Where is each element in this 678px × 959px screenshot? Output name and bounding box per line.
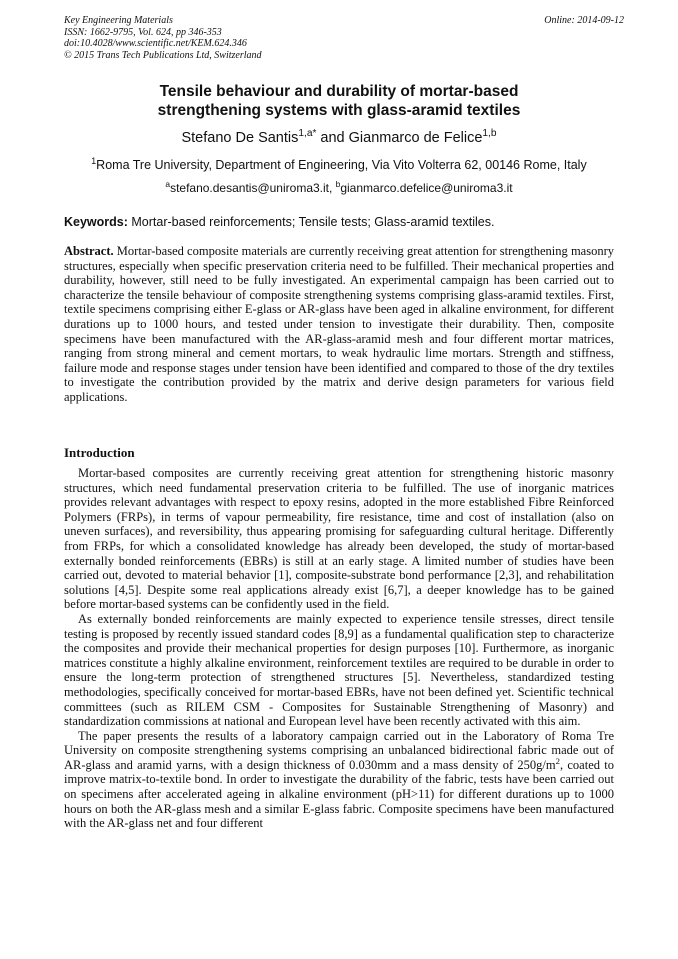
journal-issn: ISSN: 1662-9795, Vol. 624, pp 346-353 bbox=[64, 26, 222, 38]
abstract-text: Mortar-based composite materials are currently receiving great attention for strengthening masonry structures, especially when specific preservation criteria need to be fulfilled. Their mechanical properties and durability, however, still need to be fully investigated. An experimental campaign has been carried out to characterize the tensile behaviour of composite strengthening systems comprising glass-aramid textiles. First, textile specimens comprising either E-glass or AR-glass have been aged in alkaline environment, for different durations up to 1000 hours, and tested under tension to investigate their durability. Then, composite specimens have been manufactured with the AR-glass-aramid mesh and four different mortar matrices, ranging from strong mineral and cement mortars, to weak hydraulic lime mortars. Strength and stiffness, failure mode and response stages under tension have been identified and compared to those of the dry textiles to investigate the contribution provided by the matrix and derive design parameters for various field applications. bbox=[64, 244, 614, 404]
affiliation bbox=[64, 155, 614, 173]
paper-title bbox=[64, 82, 614, 120]
title-line-1: Tensile behaviour and durability of mortar-based bbox=[159, 83, 519, 100]
journal-name: Key Engineering Materials bbox=[64, 15, 173, 26]
intro-paragraph-3-part-1: The paper presents the results of a laboratory campaign carried out in the Laboratory of Roma Tre University on composite strengthening systems comprising an unbalanced bidirectional fabric made out of AR-glass and aramid yarns, with a design thickness of 0.030mm and a mass density of 250g/m bbox=[64, 728, 614, 772]
author-1-affil: 1,a* bbox=[298, 128, 317, 140]
intro-paragraph-1: Mortar-based composites are currently receiving great attention for strengthening historic masonry structures, which need fundamental preservation criteria to be fulfilled. The use of inorganic matrices provides relevant advantages with respect to epoxy resins, adopted in the more established Fibre Reinforced Polymers (FRPs), in terms of vapour permeability, fire resistance, time and cost of installation (also on uneven surfaces), and reversibility, thus appearing promising for safeguarding cultural heritage. Differently from FRPs, for which a consolidated knowledge has already been developed, the study of mortar-based externally bonded reinforcements (EBRs) is still at an early stage. A limited number of studies have been carried out, devoted to material behavior [1], composite-substrate bond performance [2,3], and rehabilitation solutions [4,5]. Despite some real applications already exist [6,7], a deeper knowledge has to be gained before mortar-based systems can be confidently used in the field. bbox=[64, 466, 614, 612]
author-2-affil: 1,b bbox=[482, 128, 497, 140]
author-conjunction: and bbox=[316, 130, 349, 146]
email-b: gianmarco.defelice@uniroma3.it bbox=[340, 181, 513, 195]
affiliation-marker: 1 bbox=[91, 155, 97, 166]
email-b-marker: b bbox=[335, 179, 341, 189]
email-a: stefano.desantis@uniroma3.it, bbox=[170, 181, 336, 195]
email-a-marker: a bbox=[165, 179, 171, 189]
journal-doi: doi:10.4028/www.scientific.net/KEM.624.346 bbox=[64, 38, 247, 49]
keywords bbox=[64, 215, 614, 230]
section-heading-introduction: Introduction bbox=[64, 445, 135, 460]
author-1: Stefano De Santis bbox=[181, 130, 299, 146]
journal-copyright: © 2015 Trans Tech Publications Ltd, Switzerland bbox=[64, 49, 262, 61]
abstract bbox=[64, 244, 614, 405]
intro-paragraph-3 bbox=[64, 729, 614, 831]
keywords-label: Keywords: bbox=[64, 215, 128, 229]
author-2: Gianmarco de Felice bbox=[348, 130, 483, 146]
abstract-label: Abstract. bbox=[64, 244, 114, 258]
author-emails bbox=[64, 181, 614, 196]
units-superscript: 2 bbox=[555, 755, 560, 766]
affiliation-text: Roma Tre University, Department of Engineering, Via Vito Volterra 62, 00146 Rome, Italy bbox=[96, 158, 587, 172]
title-line-2: strengthening systems with glass-aramid textiles bbox=[157, 102, 521, 119]
journal-header bbox=[64, 15, 624, 61]
introduction-body bbox=[64, 466, 614, 831]
author-list bbox=[64, 129, 614, 147]
intro-paragraph-3-part-2: , coated to improve matrix-to-textile bond. In order to investigate the durability of the fabric, tests have been carried out on specimens after accelerated ageing in alkaline environment (pH>11) for different durations up to 1000 hours on both the AR-glass mesh and a similar E-glass fabric. Composite specimens have been manufactured with the AR-glass net and four different bbox=[64, 757, 614, 831]
keywords-text: Mortar-based reinforcements; Tensile tests; Glass-aramid textiles. bbox=[127, 215, 495, 229]
intro-paragraph-2: As externally bonded reinforcements are mainly expected to experience tensile stresses, direct tensile testing is proposed by recently issued standard codes [8,9] as a fundamental qualification step to characterize the composites and provide their mechanical properties for design purposes [10]. Furthermore, as inorganic matrices constitute a highly alkaline environment, reinforcement textiles are required to be durable in order to ensure the long-term protection of strengthened structures [5]. Nevertheless, standardized testing methodologies, specifically conceived for mortar-based EBRs, have not been defined yet. Scientific technical committees (such as RILEM CSM - Composites for Sustainable Strengthening of Masonry) and standardization commissions at national and European level have been recently activated with this aim. bbox=[64, 611, 614, 729]
online-date: Online: 2014-09-12 bbox=[544, 15, 624, 26]
